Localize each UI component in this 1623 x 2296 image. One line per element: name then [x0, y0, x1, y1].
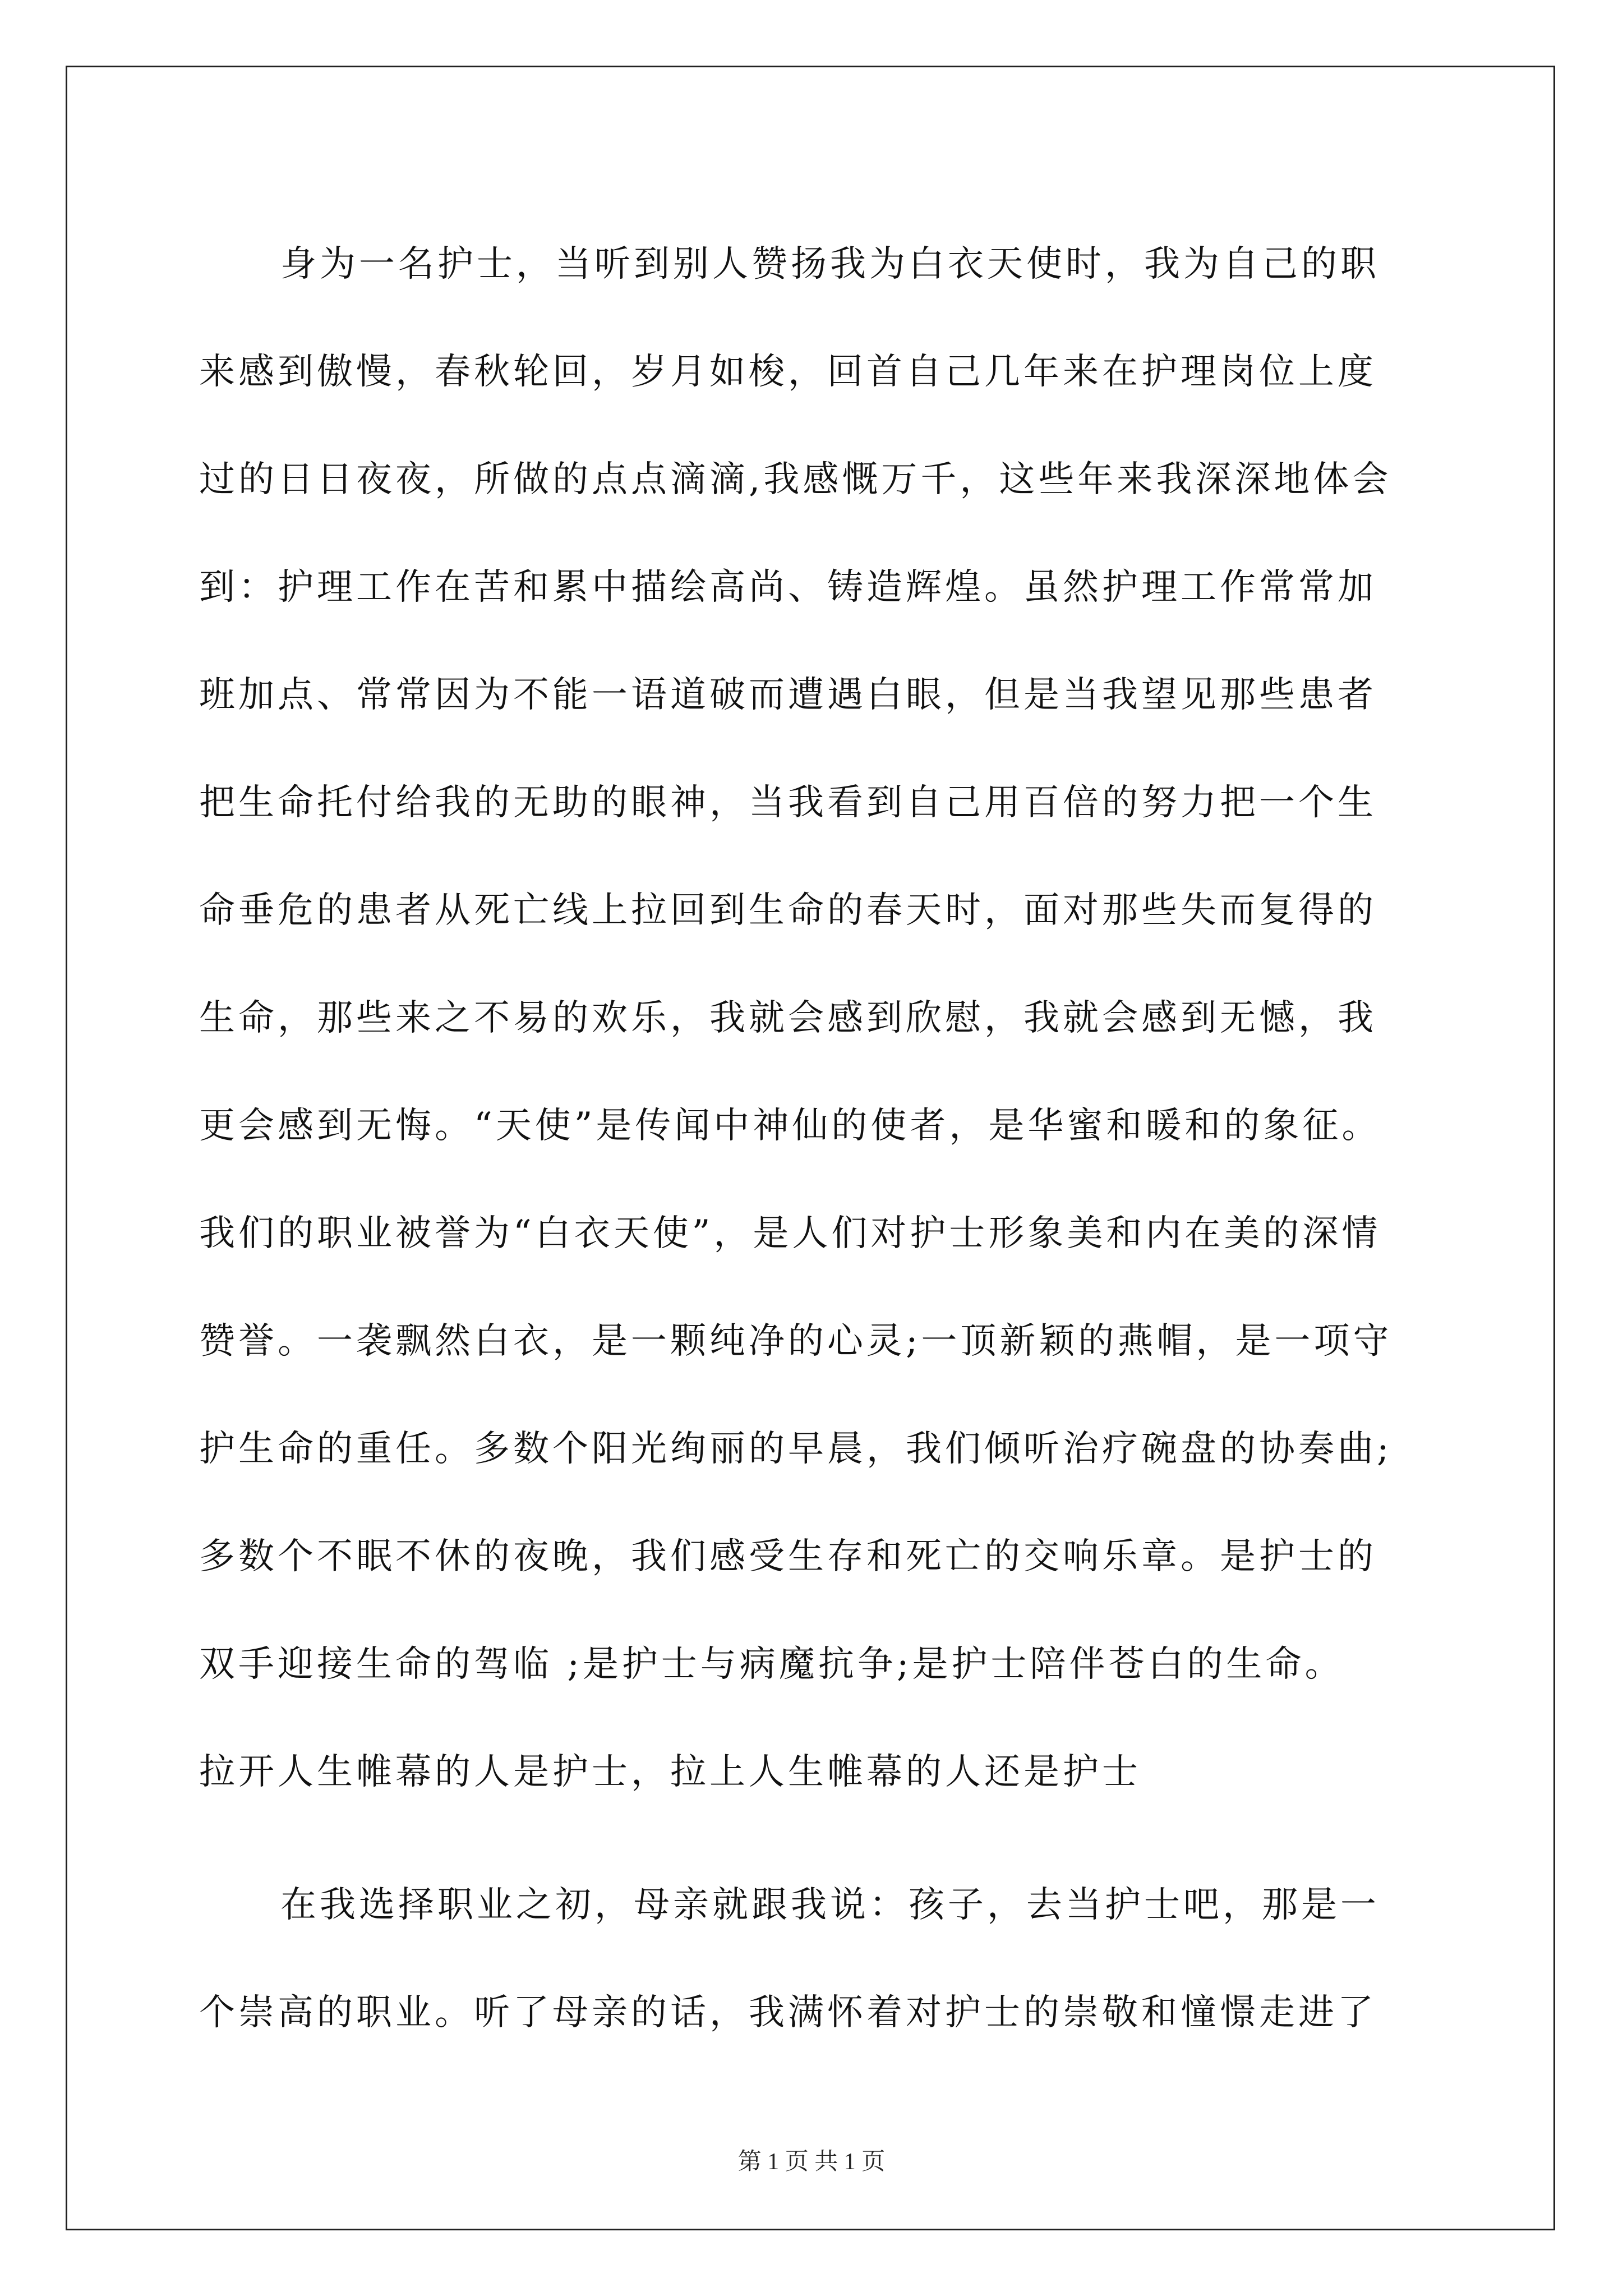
text-line: 在我选择职业之初，母亲就跟我说：孩子，去当护士吧，那是一 [280, 1884, 1380, 1926]
text-line: 生命，那些来之不易的欢乐，我就会感到欣慰，我就会感到无憾，我 [199, 997, 1377, 1039]
text-line: 过的日日夜夜，所做的点点滴滴,我感慨万千，这些年来我深深地体会 [199, 459, 1392, 500]
document-body [199, 210, 1430, 2067]
text-line: 身为一名护士，当听到别人赞扬我为白衣天使时，我为自己的职 [280, 243, 1380, 285]
text-line: 拉开人生帷幕的人是护士，拉上人生帷幕的人还是护士 [199, 1751, 1141, 1793]
text-line: 双手迎接生命的驾临 ;是护士与病魔抗争;是护士陪伴苍白的生命。 [199, 1644, 1344, 1685]
text-line: 更会感到无悔。“天使”是传闻中神仙的使者，是华蜜和暖和的象征。 [199, 1105, 1381, 1147]
page-number-footer: 第 1 页 共 1 页 [737, 2149, 886, 2175]
text-line: 赞誉。一袭飘然白衣，是一颗纯净的心灵;一顶新颖的燕帽，是一项守 [199, 1320, 1393, 1362]
text-line: 多数个不眠不休的夜晚，我们感受生存和死亡的交响乐章。是护士的 [199, 1536, 1377, 1577]
text-line: 班加点、常常因为不能一语道破而遭遇白眼，但是当我望见那些患者 [199, 674, 1377, 716]
paragraph-2 [199, 1851, 1430, 2067]
text-line: 把生命托付给我的无助的眼神，当我看到自己用百倍的努力把一个生 [199, 782, 1377, 823]
text-line: 来感到傲慢，春秋轮回，岁月如梭，回首自己几年来在护理岗位上度 [199, 351, 1377, 393]
text-line: 护生命的重任。多数个阳光绚丽的早晨，我们倾听治疗碗盘的协奏曲; [199, 1428, 1393, 1470]
text-line: 个崇高的职业。听了母亲的话，我满怀着对护士的崇敬和憧憬走进了 [199, 1992, 1377, 2033]
text-line: 到：护理工作在苦和累中描绘高尚、铸造辉煌。虽然护理工作常常加 [199, 567, 1377, 608]
paragraph-1 [199, 210, 1430, 1826]
text-line: 命垂危的患者从死亡线上拉回到生命的春天时，面对那些失而复得的 [199, 890, 1377, 931]
text-line: 我们的职业被誉为“白衣天使”，是人们对护士形象美和内在美的深情 [199, 1213, 1381, 1254]
